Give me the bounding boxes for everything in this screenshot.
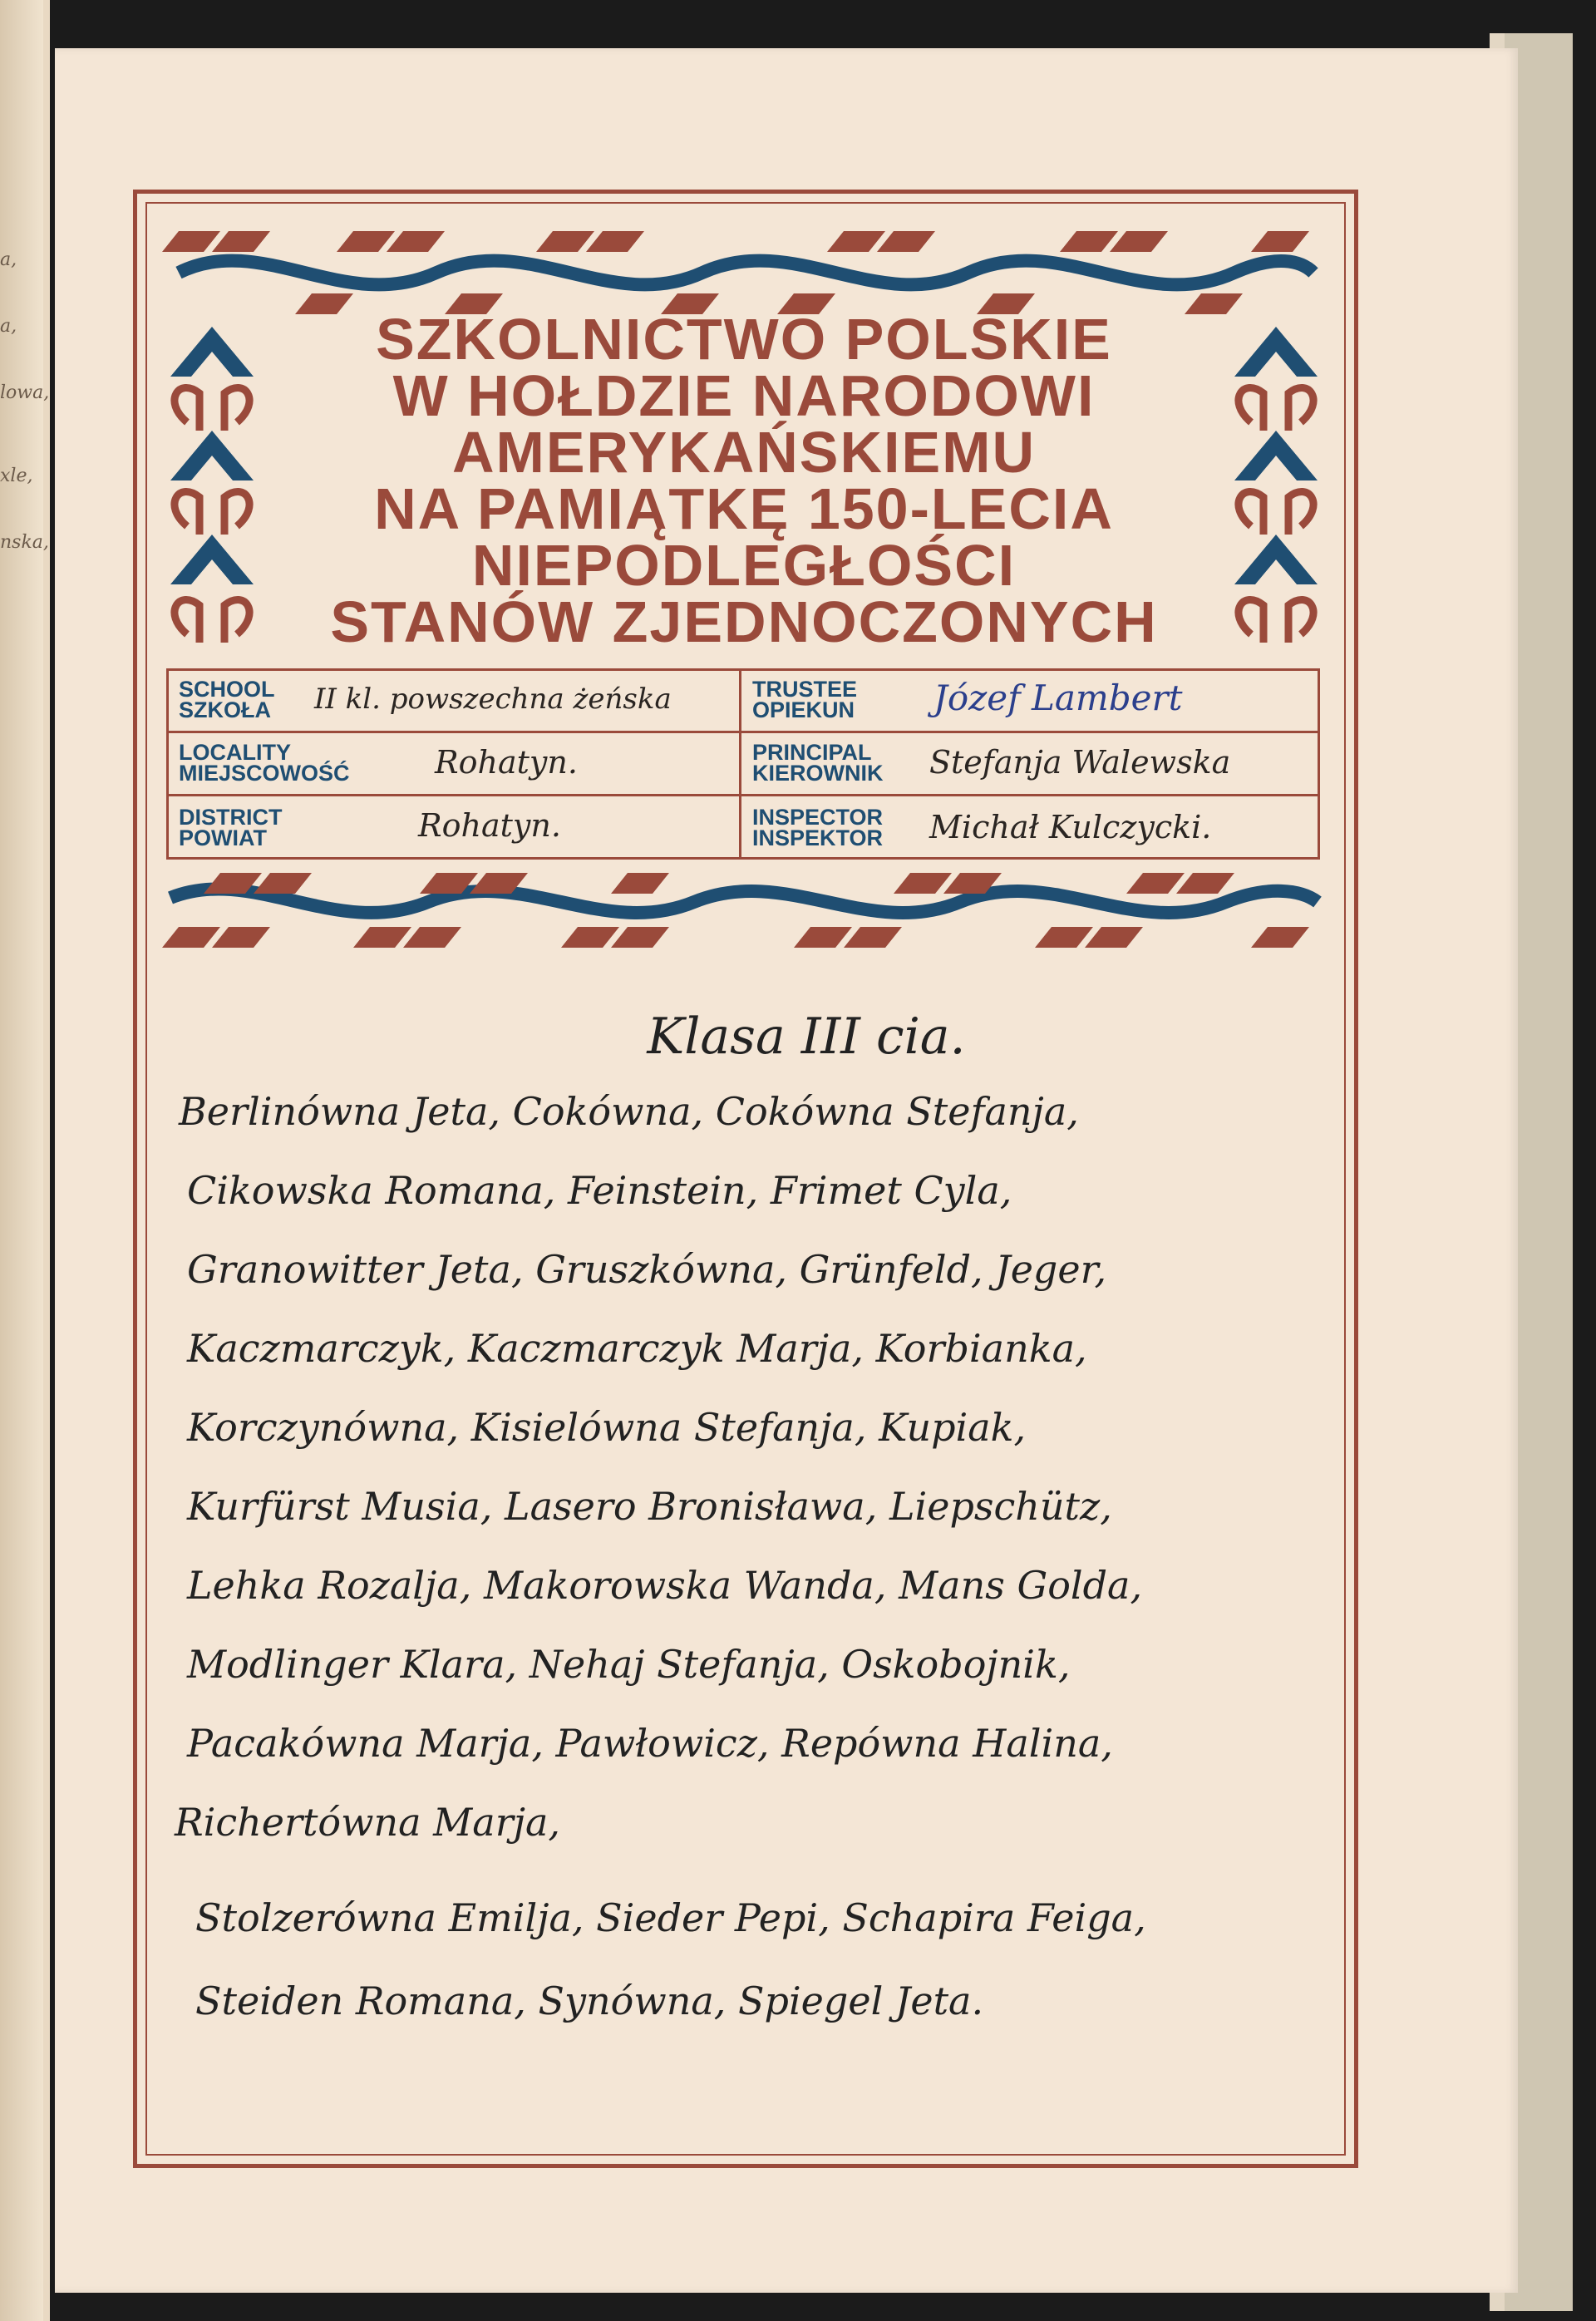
inspector-value: Michał Kulczycki. [929, 809, 1212, 845]
roster-line: Kaczmarczyk, Kaczmarczyk Marja, Korbianka, [187, 1326, 1087, 1371]
inspector-label: INSPECTOR INSPEKTOR [752, 805, 884, 850]
prev-page-fragment: xle, [0, 466, 33, 486]
roster-line: Korczynówna, Kisielówna Stefanja, Kupiak, [187, 1405, 1027, 1450]
class-title: Klasa III cia. [647, 1008, 966, 1066]
roster-line: Kurfürst Musia, Lasero Bronisława, Liepschütz, [187, 1484, 1112, 1529]
locality-value: Rohatyn. [435, 744, 578, 781]
principal-value: Stefanja Walewska [929, 744, 1231, 781]
roster-line: Modlinger Klara, Nehaj Stefanja, Oskobojnik, [187, 1642, 1071, 1687]
prev-page-fragment: lowa, [0, 382, 50, 403]
title-line-6: STANÓW ZJEDNOCZONYCH [330, 589, 1158, 654]
roster-line: Stolzerówna Emilja, Sieder Pepi, Schapira Feiga, [195, 1895, 1146, 1940]
school-info-table [166, 668, 1320, 860]
prev-page-fragment: a, [0, 249, 17, 270]
title-line-5: NIEPODLEGŁOŚCI [471, 533, 1017, 598]
school-label: SCHOOL SZKOŁA [179, 677, 275, 722]
district-value: Rohatyn. [418, 807, 561, 844]
title-banner [162, 214, 1326, 672]
roster-line: Granowitter Jeta, Gruszkówna, Grünfeld, Jeger, [187, 1247, 1107, 1292]
roster-line: Steiden Romana, Synówna, Spiegel Jeta. [195, 1979, 984, 2023]
title-line-2: W HOŁDZIE NARODOWI [392, 363, 1096, 428]
prev-page-fragment: nska, [0, 532, 49, 553]
previous-page-edge [0, 0, 50, 2321]
previous-page-strip [0, 0, 43, 2321]
title-line-1: SZKOLNICTWO POLSKIE [376, 307, 1112, 372]
principal-label: PRINCIPAL KIEROWNIK [752, 740, 884, 786]
trustee-label: TRUSTEE OPIEKUN [752, 677, 858, 722]
roster-line: Richertówna Marja, [175, 1800, 560, 1845]
district-label: DISTRICT POWIAT [179, 805, 283, 850]
prev-page-fragment: a, [0, 316, 17, 337]
trustee-value: Józef Lambert [933, 678, 1183, 718]
locality-label: LOCALITY MIEJSCOWOŚĆ [179, 740, 350, 786]
bottom-ornament [162, 865, 1326, 956]
roster-line: Cikowska Romana, Feinstein, Frimet Cyla, [187, 1168, 1012, 1213]
roster-line: Berlinówna Jeta, Cokówna, Cokówna Stefanja, [179, 1089, 1079, 1134]
roster-line: Lehka Rozalja, Makorowska Wanda, Mans Golda, [187, 1563, 1143, 1608]
school-value: II kl. powszechna żeńska [314, 683, 672, 716]
title-line-4: NA PAMIĄTKĘ 150-LECIA [374, 476, 1114, 541]
title-line-3: AMERYKAŃSKIEMU [451, 420, 1037, 485]
roster-line: Pacakówna Marja, Pawłowicz, Repówna Halina, [187, 1721, 1113, 1766]
